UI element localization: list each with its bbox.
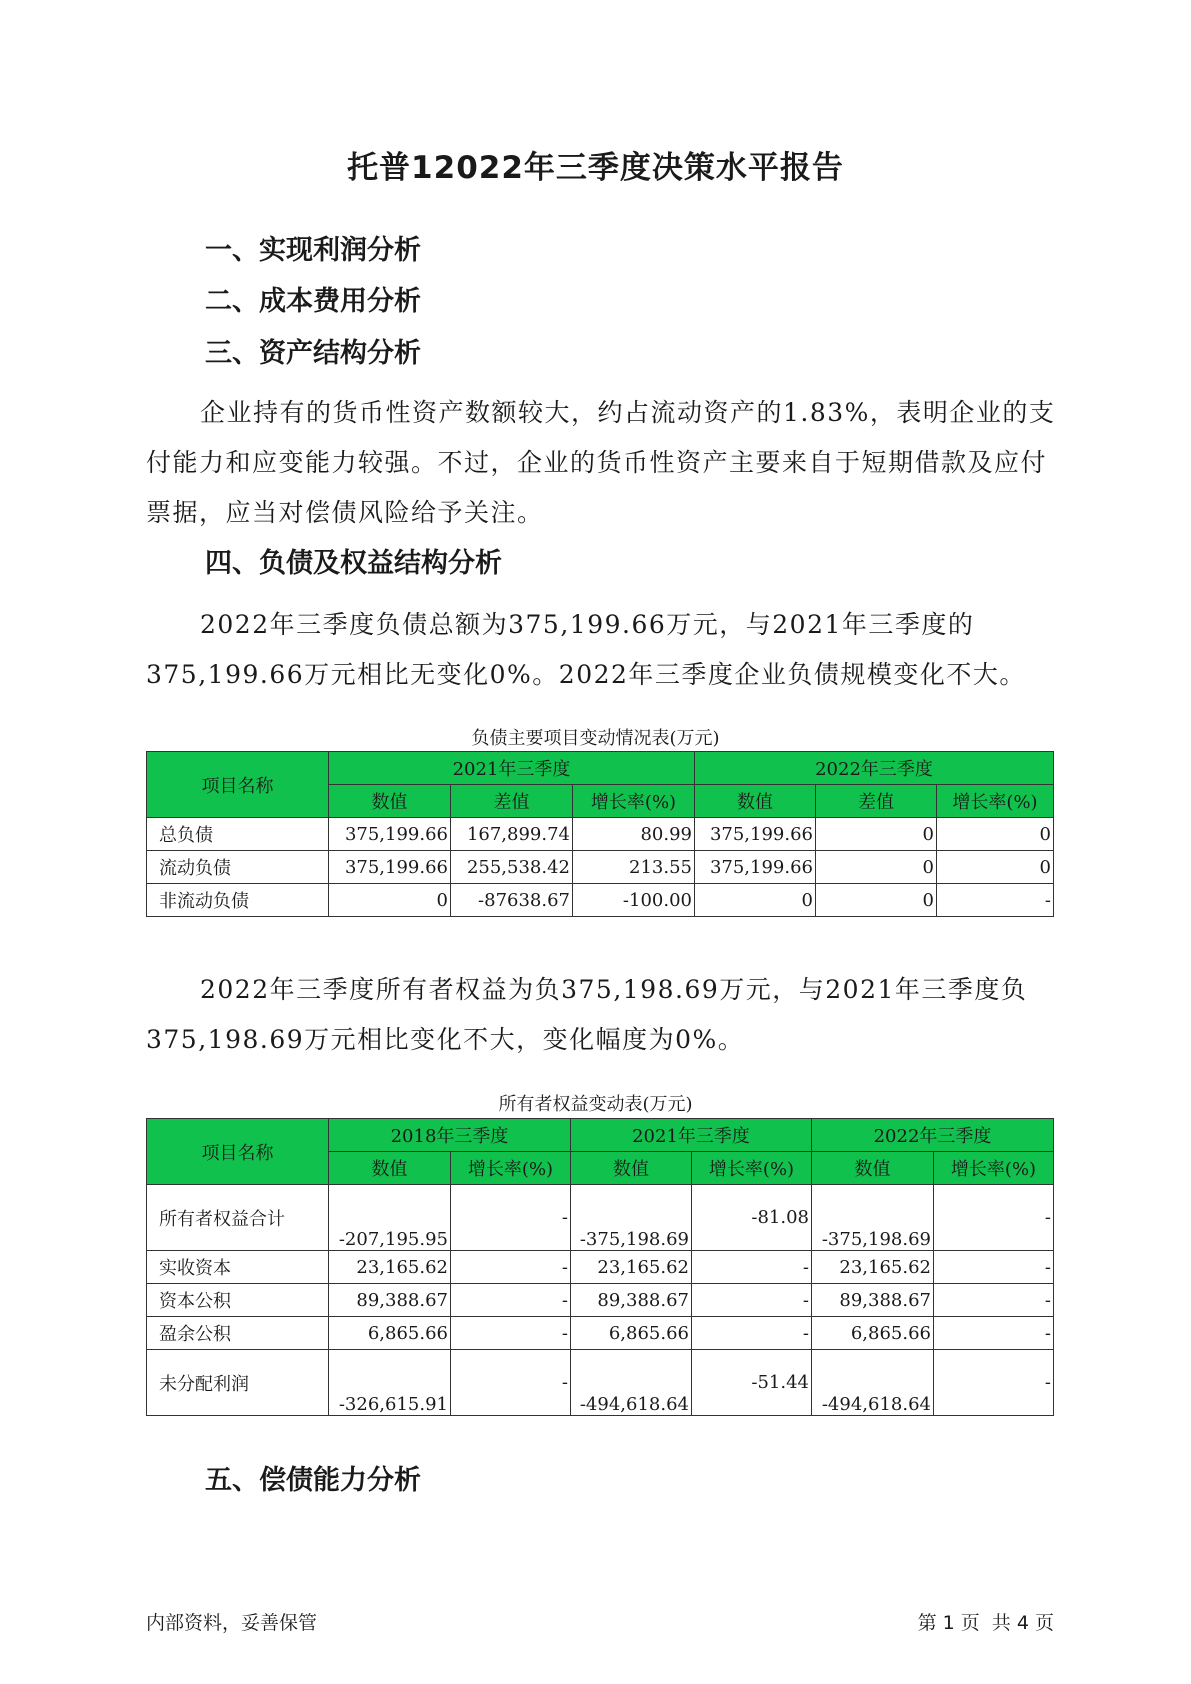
section-heading-profit: 一、实现利润分析 xyxy=(205,235,421,266)
table-row xyxy=(147,1284,1054,1317)
equity-table-period-header: 2022年三季度 xyxy=(812,1119,1054,1152)
table-cell: - xyxy=(934,1185,1054,1251)
equity-table-period-header: 2021年三季度 xyxy=(571,1119,812,1152)
table-cell: - xyxy=(934,1251,1054,1284)
footer-page-number: 第 1 页 共 4 页 xyxy=(917,1612,1054,1634)
table-cell: - xyxy=(451,1284,571,1317)
row-label: 总负债 xyxy=(147,818,329,851)
page-title: 托普12022年三季度决策水平报告 xyxy=(347,150,844,186)
table-cell: 6,865.66 xyxy=(812,1317,934,1350)
section-heading-asset: 三、资产结构分析 xyxy=(205,338,421,369)
table-cell: -494,618.64 xyxy=(812,1350,934,1416)
table-cell: 0 xyxy=(816,884,937,917)
row-label: 资本公积 xyxy=(147,1284,329,1317)
equity-paragraph xyxy=(146,965,1066,1065)
table-cell: - xyxy=(451,1317,571,1350)
table-cell: 6,865.66 xyxy=(571,1317,692,1350)
table-cell: -375,198.69 xyxy=(812,1185,934,1251)
table-row xyxy=(147,1251,1054,1284)
debt-paragraph-text: 2022年三季度负债总额为375,199.66万元，与2021年三季度的375,199.66万元相比无变化0%。2022年三季度企业负债规模变化不大。 xyxy=(146,610,1026,689)
table-cell: 255,538.42 xyxy=(451,851,573,884)
row-label: 盈余公积 xyxy=(147,1317,329,1350)
table-cell: 89,388.67 xyxy=(812,1284,934,1317)
asset-paragraph-text: 企业持有的货币性资产数额较大，约占流动资产的1.83%，表明企业的支付能力和应变能力较强。不过，企业的货币性资产主要来自于短期借款及应付票据，应当对偿债风险给予关注。 xyxy=(146,398,1056,527)
table-cell: -494,618.64 xyxy=(571,1350,692,1416)
table-cell: - xyxy=(692,1317,812,1350)
table-row xyxy=(147,818,1054,851)
table-row xyxy=(147,1317,1054,1350)
table-cell: - xyxy=(934,1350,1054,1416)
equity-table-caption: 所有者权益变动表(万元) xyxy=(498,1094,693,1115)
debt-table-caption: 负债主要项目变动情况表(万元) xyxy=(471,728,720,749)
section-heading-debt-equity: 四、负债及权益结构分析 xyxy=(205,548,502,579)
row-label: 未分配利润 xyxy=(147,1350,329,1416)
table-cell: 375,199.66 xyxy=(329,851,451,884)
table-row xyxy=(147,884,1054,917)
equity-paragraph-text: 2022年三季度所有者权益为负375,198.69万元，与2021年三季度负375,198.69万元相比变化不大，变化幅度为0%。 xyxy=(146,975,1028,1054)
table-cell: - xyxy=(451,1251,571,1284)
section-heading-cost: 二、成本费用分析 xyxy=(205,286,421,317)
table-cell: 375,199.66 xyxy=(695,851,816,884)
debt-paragraph xyxy=(146,600,1066,700)
table-cell: -207,195.95 xyxy=(329,1185,451,1251)
equity-table-period-header: 2018年三季度 xyxy=(329,1119,571,1152)
table-cell: - xyxy=(451,1185,571,1251)
debt-table-subheader: 数值 xyxy=(329,785,451,818)
table-cell: 167,899.74 xyxy=(451,818,573,851)
equity-table-item-header: 项目名称 xyxy=(147,1119,329,1185)
table-row xyxy=(147,851,1054,884)
table-row xyxy=(147,1185,1054,1251)
debt-table-subheader: 增长率(%) xyxy=(573,785,695,818)
row-label: 流动负债 xyxy=(147,851,329,884)
table-cell: - xyxy=(692,1284,812,1317)
table-cell: 0 xyxy=(816,851,937,884)
table-cell: 375,199.66 xyxy=(329,818,451,851)
equity-table xyxy=(146,1118,1054,1416)
equity-table-subheader: 增长率(%) xyxy=(934,1152,1054,1185)
asset-paragraph xyxy=(146,388,1066,538)
table-cell: - xyxy=(934,1284,1054,1317)
table-cell: 89,388.67 xyxy=(329,1284,451,1317)
table-cell: -100.00 xyxy=(573,884,695,917)
table-cell: - xyxy=(937,884,1054,917)
equity-table-subheader: 增长率(%) xyxy=(451,1152,571,1185)
table-cell: 23,165.62 xyxy=(571,1251,692,1284)
equity-table-subheader: 数值 xyxy=(329,1152,451,1185)
debt-table-subheader: 增长率(%) xyxy=(937,785,1054,818)
table-cell: 89,388.67 xyxy=(571,1284,692,1317)
table-cell: 0 xyxy=(329,884,451,917)
debt-table-period-header: 2021年三季度 xyxy=(329,752,695,785)
table-row xyxy=(147,1350,1054,1416)
table-cell: 23,165.62 xyxy=(812,1251,934,1284)
equity-table-subheader: 数值 xyxy=(571,1152,692,1185)
table-cell: 375,199.66 xyxy=(695,818,816,851)
table-cell: - xyxy=(451,1350,571,1416)
table-cell: 213.55 xyxy=(573,851,695,884)
equity-table-subheader: 增长率(%) xyxy=(692,1152,812,1185)
table-cell: -375,198.69 xyxy=(571,1185,692,1251)
table-cell: 0 xyxy=(816,818,937,851)
debt-table-subheader: 差值 xyxy=(451,785,573,818)
row-label: 非流动负债 xyxy=(147,884,329,917)
debt-table xyxy=(146,751,1054,917)
table-cell: -81.08 xyxy=(692,1185,812,1251)
table-cell: 23,165.62 xyxy=(329,1251,451,1284)
debt-table-subheader: 差值 xyxy=(816,785,937,818)
table-cell: 0 xyxy=(695,884,816,917)
table-cell: 0 xyxy=(937,818,1054,851)
table-cell: -326,615.91 xyxy=(329,1350,451,1416)
table-cell: 0 xyxy=(937,851,1054,884)
debt-table-subheader: 数值 xyxy=(695,785,816,818)
footer-confidential-note: 内部资料，妥善保管 xyxy=(146,1612,318,1634)
debt-table-period-header: 2022年三季度 xyxy=(695,752,1054,785)
row-label: 实收资本 xyxy=(147,1251,329,1284)
debt-table-item-header: 项目名称 xyxy=(147,752,329,818)
table-cell: - xyxy=(934,1317,1054,1350)
row-label: 所有者权益合计 xyxy=(147,1185,329,1251)
table-cell: -87638.67 xyxy=(451,884,573,917)
table-cell: 6,865.66 xyxy=(329,1317,451,1350)
table-cell: -51.44 xyxy=(692,1350,812,1416)
table-cell: - xyxy=(692,1251,812,1284)
equity-table-subheader: 数值 xyxy=(812,1152,934,1185)
section-heading-solvency: 五、偿债能力分析 xyxy=(205,1465,421,1496)
table-cell: 80.99 xyxy=(573,818,695,851)
